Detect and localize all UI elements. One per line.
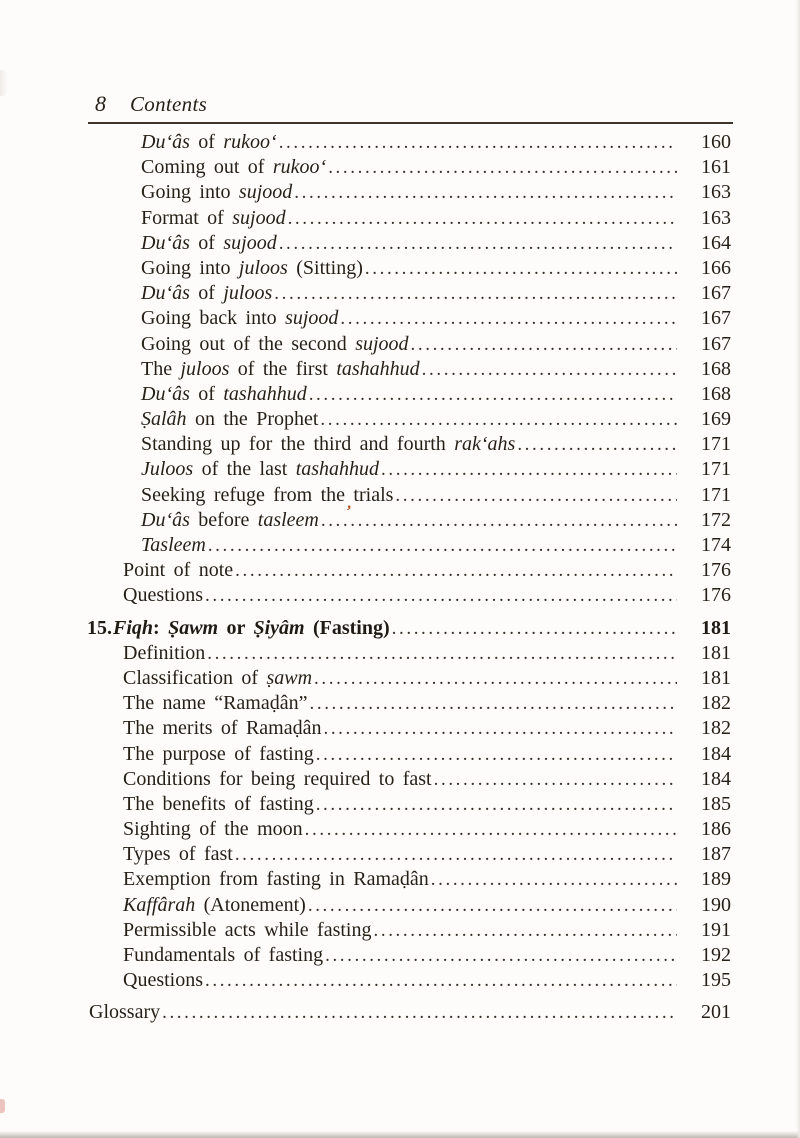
scan-mark-left-edge: [0, 1099, 5, 1113]
toc-entry: [89, 256, 731, 281]
toc-entry-title: Questions: [123, 584, 203, 607]
dot-leader: [434, 767, 677, 792]
folio-page-number: 8: [95, 91, 106, 116]
dot-leader: [305, 817, 677, 842]
toc-entry: [89, 666, 731, 691]
toc-entry-title: Standing up for the third and fourth rak‘ahs: [141, 433, 516, 456]
page-ref-number: 181: [701, 666, 731, 689]
page-ref-number: 163: [701, 181, 731, 204]
dot-leader: [314, 666, 677, 691]
page-ref-number: 168: [701, 357, 731, 380]
toc-entry: [89, 968, 731, 993]
toc-entry-title: The merits of Ramaḍân: [123, 717, 322, 740]
toc-entry: [89, 893, 731, 918]
page-ref-number: 168: [701, 382, 731, 405]
dot-leader: [162, 1000, 677, 1025]
page-ref-number: 182: [701, 717, 731, 740]
toc-entry: [89, 483, 731, 508]
toc-entry-title: Conditions for being required to fast: [123, 767, 432, 790]
page-ref-number: 167: [701, 307, 731, 330]
toc-entry-title: Format of sujood: [141, 206, 286, 229]
page-ref-number: 174: [701, 534, 731, 556]
dot-leader: [205, 968, 677, 993]
dot-leader: [274, 281, 677, 306]
dot-leader: [392, 616, 677, 641]
toc-entry: [89, 943, 731, 968]
page-ref-number: 171: [701, 483, 731, 506]
toc-entry: [89, 817, 731, 842]
scan-smudge-top-left: [0, 70, 8, 96]
page-ref-number: 167: [701, 282, 731, 305]
toc-entry: [89, 1000, 731, 1025]
page-ref-number: 176: [701, 559, 731, 582]
toc-entry-title: Fiqh: Ṣawm or Ṣiyâm (Fasting): [113, 616, 390, 639]
toc-entry: [89, 616, 731, 641]
toc-entry-title: Kaffârah (Atonement): [123, 893, 306, 916]
toc-entry-title: Exemption from fasting in Ramaḍân: [123, 868, 429, 891]
toc-entry: [89, 716, 731, 741]
toc-entry-title: Seeking refuge from the trials: [141, 483, 394, 506]
toc-entry: [89, 641, 731, 666]
page-ref-number: 201: [701, 1001, 731, 1024]
toc-entry-title: Going into juloos (Sitting): [141, 256, 363, 279]
toc-entry-title: Definition: [123, 641, 206, 664]
toc-entry-title: The benefits of fasting: [123, 792, 314, 815]
toc-entry: [89, 508, 731, 533]
dot-leader: [309, 382, 677, 407]
page-ref-number: 166: [701, 256, 731, 279]
toc-entry-title: Ṣalâh on the Prophet: [141, 408, 319, 431]
toc-entry: [89, 155, 731, 180]
toc-entry-title: Sighting of the moon: [123, 818, 303, 841]
page-ref-number: 191: [701, 918, 731, 941]
toc-entry: [89, 332, 731, 357]
toc-entry: [89, 558, 731, 583]
dot-leader: [381, 457, 677, 482]
toc-entry: [89, 742, 731, 767]
dot-leader: [374, 918, 678, 943]
dot-leader: [294, 180, 677, 205]
toc-entry-title: Classification of ṣawm: [123, 666, 313, 689]
toc-entry-title: Coming out of rukoo‘: [141, 156, 327, 179]
toc-entry-title: Point of note: [123, 559, 234, 582]
toc-entry: [89, 792, 731, 817]
toc-entry-title: Glossary: [89, 1001, 161, 1024]
toc-entry-title: Going into sujood: [141, 181, 293, 204]
page-ref-number: 171: [701, 433, 731, 456]
toc-entry: [89, 206, 731, 231]
page-ref-number: 160: [701, 131, 731, 153]
dot-leader: [316, 792, 677, 817]
toc-entry: [89, 867, 731, 892]
toc-entry-title: Fundamentals of fasting: [123, 944, 324, 966]
dot-leader: [288, 206, 677, 231]
dot-leader: [340, 306, 677, 331]
dot-leader: [235, 842, 677, 867]
dot-leader: [365, 256, 677, 281]
dot-leader: [321, 508, 677, 533]
running-header: [95, 92, 207, 116]
dot-leader: [308, 893, 677, 918]
toc-entry-title: Permissible acts while fasting: [123, 918, 372, 941]
page-ref-number: 176: [701, 584, 731, 607]
toc-entry: [89, 457, 731, 482]
toc-entry-title: Tasleem: [141, 534, 206, 556]
dot-leader: [310, 691, 678, 716]
toc-entry: [89, 767, 731, 792]
toc-entry: [89, 842, 731, 867]
page-ref-number: 190: [701, 893, 731, 916]
dot-leader: [422, 357, 677, 382]
toc-entry-title: The juloos of the first tashahhud: [141, 357, 420, 380]
toc-entry-title: The name “Ramaḍân”: [123, 692, 308, 715]
dot-leader: [316, 742, 677, 767]
page-ref-number: 181: [701, 641, 731, 664]
toc-entry: [89, 691, 731, 716]
page-ref-number: 195: [701, 969, 731, 992]
toc-list: [89, 130, 731, 1026]
toc-entry-title: Going out of the second sujood: [141, 332, 409, 355]
dot-leader: [320, 407, 677, 432]
page-ref-number: 192: [701, 944, 731, 966]
toc-entry: [89, 432, 731, 457]
toc-entry-title: The purpose of fasting: [123, 742, 314, 765]
page-ref-number: 161: [701, 156, 731, 179]
toc-entry: [89, 306, 731, 331]
toc-entry-title: Questions: [123, 969, 203, 992]
dot-leader: [207, 641, 677, 666]
running-header-title: Contents: [130, 92, 208, 116]
page-ref-number: 186: [701, 818, 731, 841]
page-ref-number: 189: [701, 868, 731, 891]
dot-leader: [323, 716, 677, 741]
dot-leader: [235, 558, 677, 583]
toc-entry: [89, 180, 731, 205]
dot-leader: [431, 867, 677, 892]
page-ref-number: 182: [701, 692, 731, 715]
page-ref-number: 181: [701, 616, 731, 639]
dot-leader: [325, 943, 677, 968]
page-ref-number: 163: [701, 206, 731, 229]
toc-entry-title: Du‘âs of juloos: [141, 282, 273, 305]
dot-leader: [411, 332, 677, 357]
toc-entry: [89, 382, 731, 407]
toc-entry: [89, 357, 731, 382]
dot-leader: [279, 130, 677, 155]
toc-entry: [89, 407, 731, 432]
toc-entry-title: Du‘âs before tasleem: [141, 508, 319, 531]
toc-entry: [89, 281, 731, 306]
dot-leader: [517, 432, 677, 457]
page-ref-number: 184: [701, 742, 731, 765]
page-ref-number: 184: [701, 767, 731, 790]
scan-edge-right: [796, 0, 800, 1138]
page-ref-number: 187: [701, 843, 731, 866]
page-ref-number: 164: [701, 231, 731, 254]
dot-leader: [395, 483, 677, 508]
toc-entry-title: Types of fast: [123, 843, 233, 866]
toc-entry-title: Du‘âs of rukoo‘: [141, 131, 277, 153]
scan-edge-bottom: [0, 1131, 800, 1138]
toc-entry-title: Du‘âs of tashahhud: [141, 382, 307, 405]
toc-entry-title: Going back into sujood: [141, 307, 339, 330]
page-ref-number: 171: [701, 458, 731, 481]
dot-leader: [208, 533, 677, 558]
stray-ink-mark: ’: [343, 502, 352, 521]
toc-entry: [89, 918, 731, 943]
chapter-number: 15.: [87, 616, 112, 639]
dot-leader: [205, 583, 677, 608]
toc-entry-title: Du‘âs of sujood: [141, 231, 277, 254]
toc-entry: [89, 583, 731, 608]
dot-leader: [279, 231, 677, 256]
page-ref-number: 169: [701, 408, 731, 431]
header-rule: [88, 122, 733, 124]
toc-entry-title: Juloos of the last tashahhud: [141, 458, 380, 481]
toc-entry: [89, 231, 731, 256]
page-ref-number: 167: [701, 332, 731, 355]
toc-entry: [89, 533, 731, 558]
toc-entry: [89, 130, 731, 155]
page-ref-number: 172: [701, 508, 731, 531]
page-ref-number: 185: [701, 792, 731, 815]
dot-leader: [328, 155, 677, 180]
